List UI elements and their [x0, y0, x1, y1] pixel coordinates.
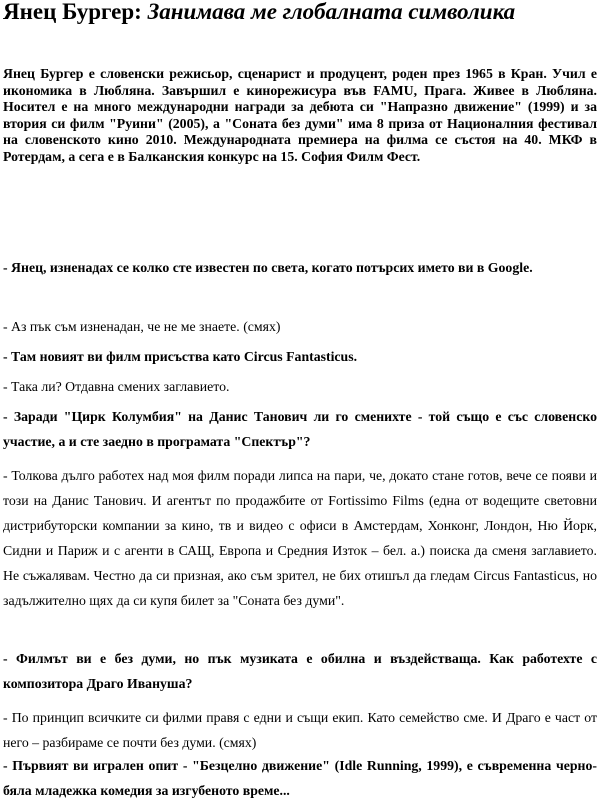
bio-paragraph: Янец Бургер е словенски режисьор, сценарист и продуцент, роден през 1965 в Кран. Учил е икономика в Любляна. Завършил е кинорежисура във FAMU, Прага. Живее в Любляна. Носител е на много международни награди за дебюта си "Напразно движение" (1999) и за втория си филм "Руини" (2005), а "Соната без думи" има 8 приза от Националния фестивал на словенското кино 2010. Международната премиера на филма се състоя на 40. МКФ в Ротердам, а сега е в Балканския конкурс на 15. София Филм Фест.	[3, 66, 597, 164]
question-4: - Филмът ви е без думи, но пък музиката е обилна и въздействаща. Как работехте с композитора Драго Ивануша?	[3, 651, 597, 691]
question-3: - Заради "Цирк Колумбия" на Данис Танович ли го сменихте - той също е със словенско участие, а и сте заедно в програмата "Спектър"?	[3, 409, 597, 449]
question-1: - Янец, изненадах се колко сте известен по света, когато потърсих името ви в Google.	[3, 260, 533, 275]
question-5: - Първият ви игрален опит - "Безцелно движение" (Idle Running, 1999), е съвременна черно-бяла младежка комедия за изгубеното време...	[3, 758, 597, 798]
answer-3: - Толкова дълго работех над моя филм поради липса на пари, че, докато стане готов, вече се появи и този на Данис Танович. И агентът по продажбите от Fortissimo Films (една от водещите световни дистрибуторски компании за кино, тв и видео с офиси в Амстердам, Хонконг, Лондон, Ню Йорк, Сидни и Париж и с агенти в САЩ, Европа и Средния Изток – бел. а.) поиска да сменя заглавието. Не съжалявам. Честно да си призная, ако съм зрител, не бих отишъл да гледам Circus Fantasticus, но задължително щях да си купя билет за "Соната без думи".	[3, 468, 597, 608]
answer-2: - Така ли? Отдавна смених заглавието.	[3, 379, 230, 394]
title-subtitle: Занимава ме глобалната символика	[147, 0, 516, 24]
answer-1: - Аз пък съм изненадан, че не ме знаете. (смях)	[3, 319, 281, 334]
title-name: Янец Бургер:	[3, 0, 142, 24]
answer-4: - По принцип всичките си филми правя с едни и същи екип. Като семейство сме. И Драго е част от него – разбираме се почти без думи. (смях)	[3, 710, 597, 750]
question-2: - Там новият ви филм присъства като Circus Fantasticus.	[3, 349, 358, 364]
page-title	[3, 0, 515, 27]
